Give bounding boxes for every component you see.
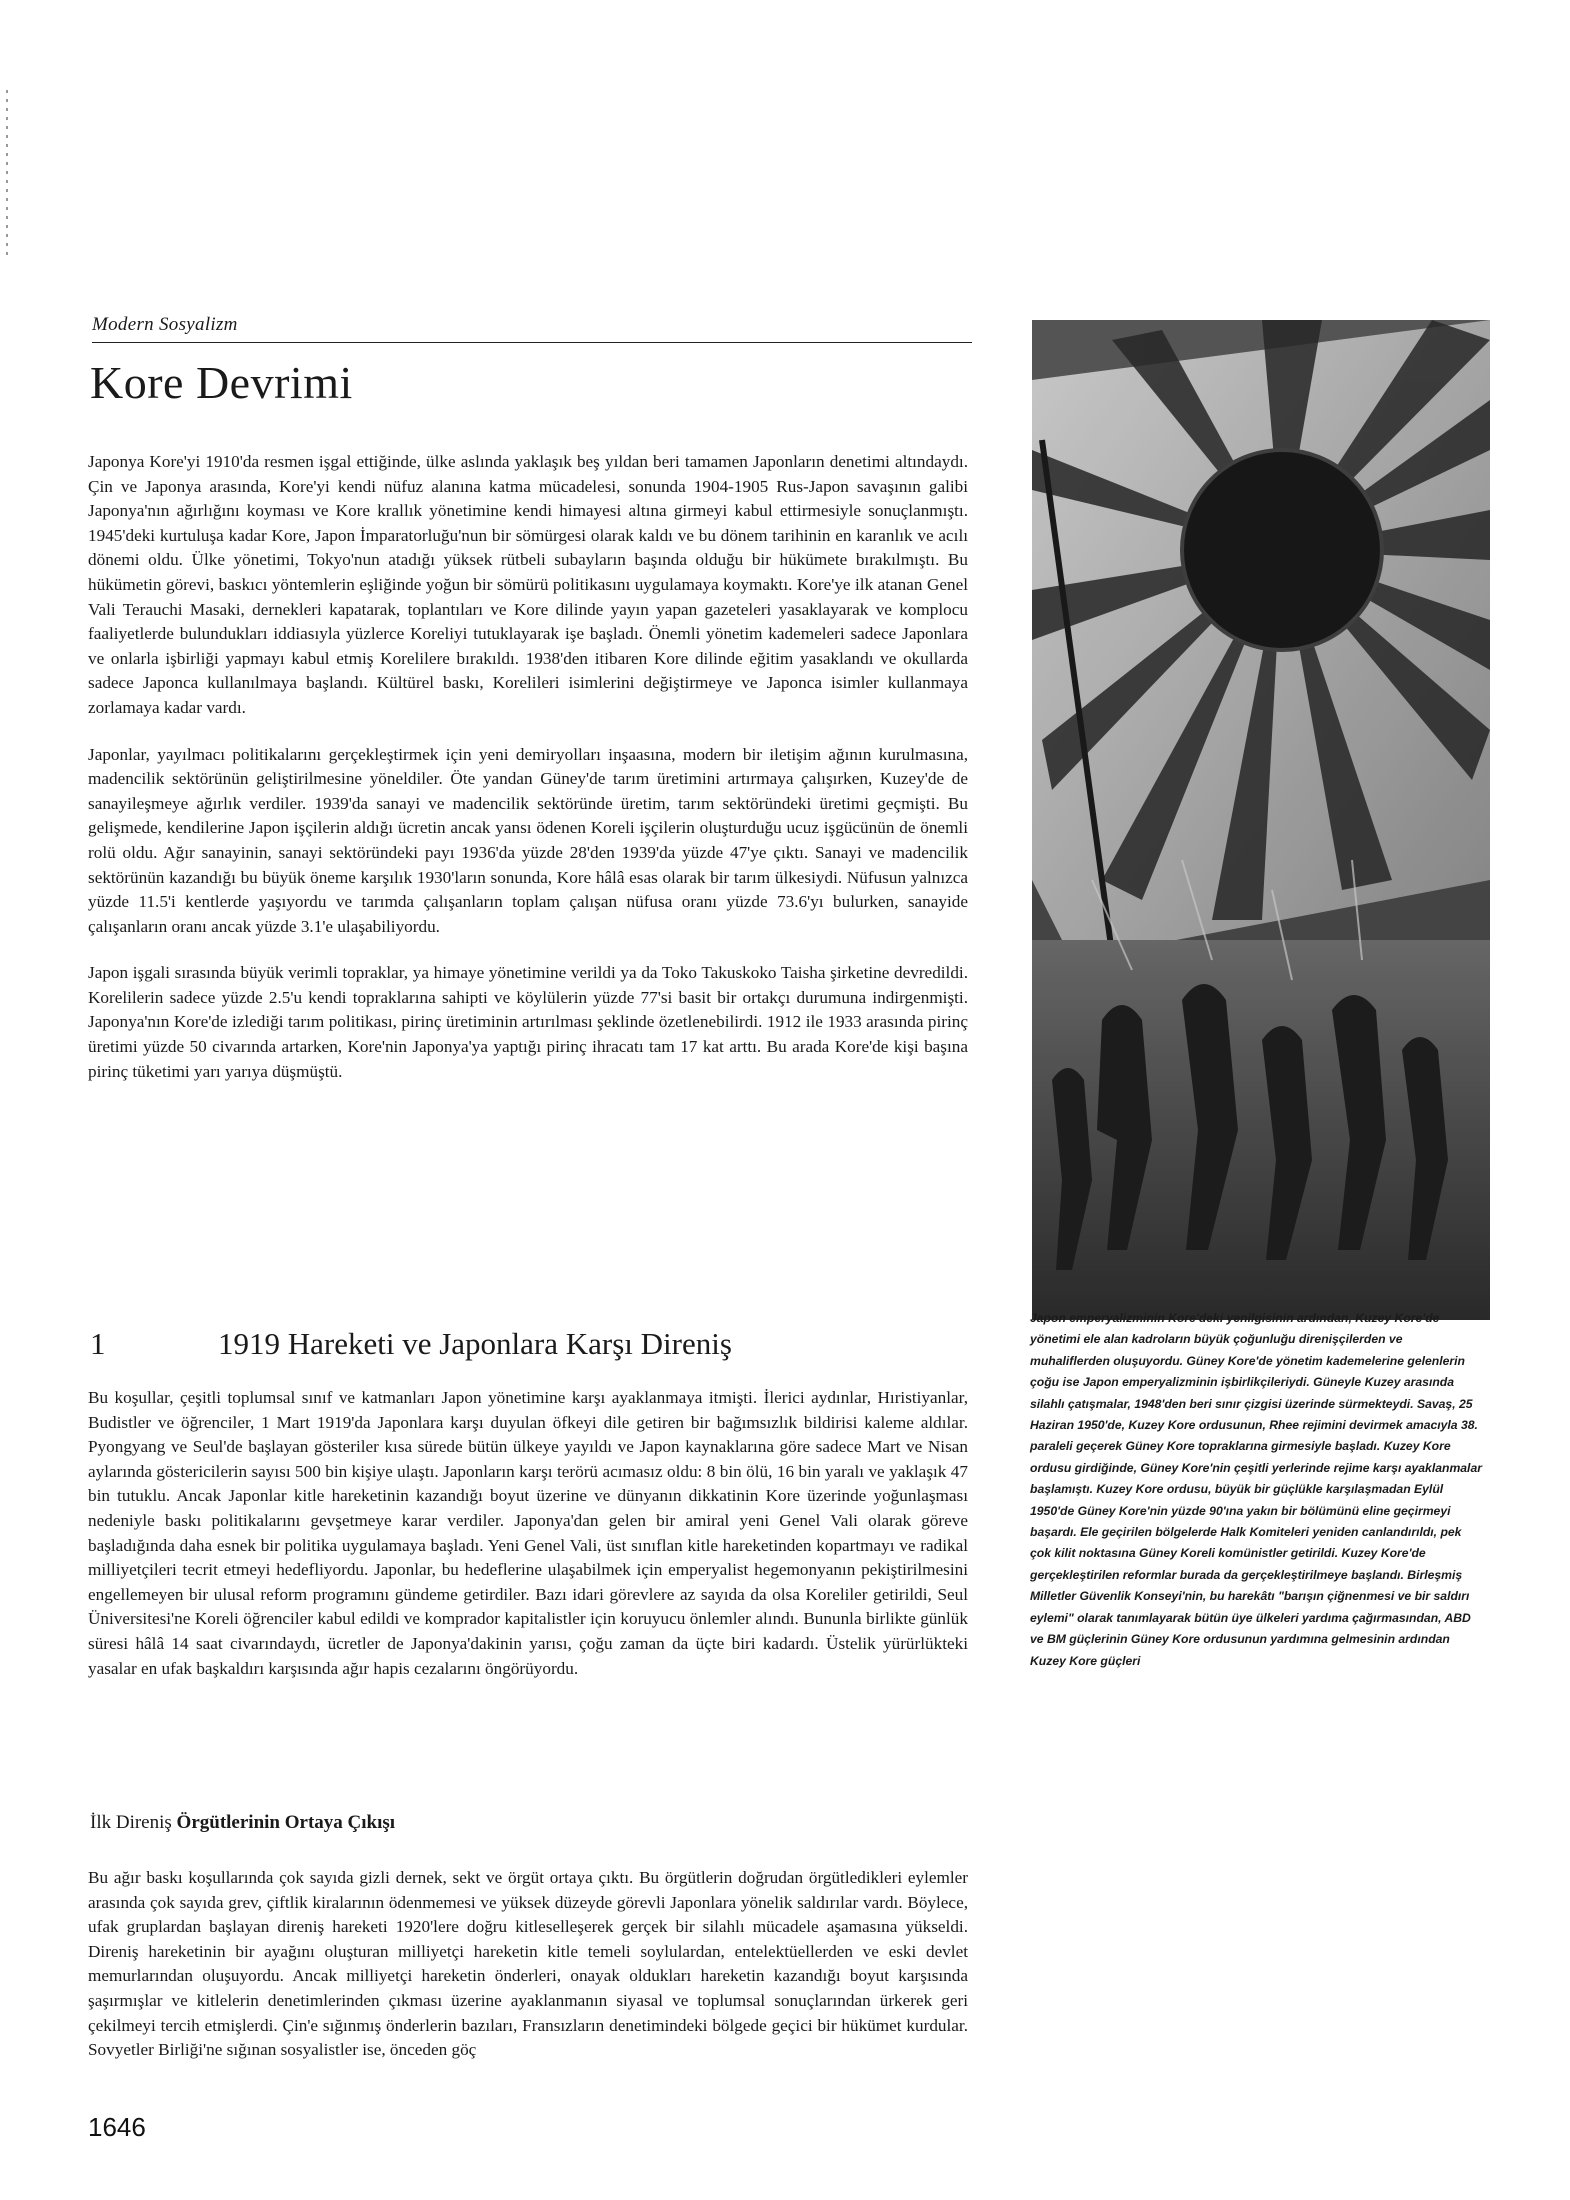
- section-paragraph: Bu koşullar, çeşitli toplumsal sınıf ve katmanları Japon yönetimine karşı ayaklanmaya itmişti. İlerici aydınlar, Hıristiyanlar, Budistler ve öğrenciler, 1 Mart 1919'da Japonlara karşı duyulan öfkeyi dile getiren bir bağımsızlık bildirisi kaleme aldılar. Pyongyang ve Seul'de başlayan gösteriler kısa sürede bütün ülkeye yayıldı ve Japon kaynaklarına göre sadece Mart ve Nisan aylarında göstericilerin sayısı 500 bin kişiye ulaştı. Japonların karşı terörü acımasız oldu: 8 bin ölü, 16 bin yaralı ve yaklaşık 47 bin tutuklu. Ancak Japonlar kitle hareketinin kazandığı boyut üzerine ve dünyanın dikkatinin Kore üzerinde yoğunlaşması nedeniyle baskı politikalarını gevşetmeye karar verdiler. Japonya'dan gelen bir amiral yeni Genel Vali olarak göreve başladığında daha esnek bir politika uygulamaya başladı. Yeni Genel Vali, üst sınıflan kitle hareketinden kopartmayı ve radikal milliyetçileri tecrit etmeyi hedefliyordu. Japonlar, bu hedeflerine ulaşabilmek için emperyalist hegemonyanın pekiştirilmesini engellemeyen bir ulusal reform programını gündeme getirdiler. Bazı idari görevlere az sayıda da olsa Koreliler getirildi, Seul Üniversitesi'ne Koreli öğrenciler kabul edildi ve komprador kapitalistler için koruyucu önlemler alındı. Bununla birlikte günlük süresi hâlâ 14 saat civarındaydı, ücretler de Japonya'dakinin yarısı, çoğu zaman da üçte biri kadardı. Üstelik yürürlükteki yasalar en ufak başkaldırı karşısında ağır hapis cezalarını öngörüyordu.: [88, 1388, 968, 1678]
- section-number: 1: [90, 1326, 106, 1361]
- section-heading: [90, 1326, 732, 1362]
- subsection-heading: [90, 1812, 395, 1834]
- subsection-paragraph: Bu ağır baskı koşullarında çok sayıda gizli dernek, sekt ve örgüt ortaya çıktı. Bu örgütlerin doğrudan örgütledikleri eylemler arasında çok sayıda grev, çiftlik kiralarının ödenmemesi ve yüksek düzeyde görevli Japonlara yönelik saldırılar vardı. Böylece, ufak gruplardan başlayan direniş hareketi 1920'lere doğru kitleselleşerek gerçek bir silahlı mücadele aşamasına yükseldi. Direniş hareketinin bir ayağını oluşturan milliyetçi hareketin kitle temeli soylulardan, entelektüellerden ve eski devlet memurlarından oluşuyordu. Ancak milliyetçi hareketin önderleri, onayak oldukları hareketin kazandığı boyut karşısında şaşırmışlar ve kitlelerin denetimlerinden çıkması üzerine ayaklanmanın siyasal ve toplumsal sonuçlarından ürkerek geri çekilmeyi tercih etmişlerdi. Çin'e sığınmış önderlerin bazıları, Fransızların denetimindeki bölgede geçici bir hükümet kurdular. Sovyetler Birliği'ne sığınan sosyalistler ise, önceden göç: [88, 1868, 968, 2060]
- intro-paragraph: Japonlar, yayılmacı politikalarını gerçekleştirmek için yeni demiryolları inşaasına, modern bir iletişim ağının kurulmasına, madencilik sektörünün geliştirilmesine yöneldiler. Öte yandan Güney'de tarım üretimini artırmaya çalışırken, Kuzey'de de sanayileşmeye ağırlık verdiler. 1939'da sanayi ve madencilik sektöründe üretim, tarım sektöründeki üretimi geçmişti. Bu gelişmede, kendilerine Japon işçilerin aldığı ücretin ancak yansı ödenen Koreli işçilerin oluşturduğu ucuz işgücünün de önemli rolü oldu. Ağır sanayinin, sanayi sektöründeki payı 1936'da yüzde 28'den 1939'da yüzde 47'ye çıktı. Sanayi ve madencilik sektörünün kazandığı bu büyük öneme karşılık 1930'ların sonunda, Kore hâlâ esas olarak bir tarım ülkesiydi. Nüfusun yalnızca yüzde 11.5'i kentlerde yaşıyordu ve tarımda çalışanların toplam çalışan nüfusa oranı yüzde 73.6'yı bulurken, sanayide çalışanların oranı ancak yüzde 3.1'e ulaşabiliyordu.: [88, 744, 968, 936]
- page-number: 1646: [88, 2112, 146, 2142]
- page-title: Kore Devrimi: [90, 357, 353, 408]
- photo-illustration: [1032, 320, 1490, 1320]
- subsection-title-plain: İlk Direniş: [90, 1812, 172, 1833]
- subsection-body: [88, 1866, 968, 2085]
- running-head: Modern Sosyalizm: [92, 314, 972, 343]
- subsection-title-bold: Örgütlerinin Ortaya Çıkışı: [176, 1812, 396, 1833]
- intro-text: [88, 450, 968, 1106]
- section-title: 1919 Hareketi ve Japonlara Karşı Direniş: [218, 1326, 732, 1361]
- intro-paragraph: Japon işgali sırasında büyük verimli topraklar, ya himaye yönetimine verildi ya da Toko Takuskoko Taisha şirketine devredildi. Korelilerin sadece yüzde 2.5'u kendi topraklarına sahipti ve köylülerin yüzde 77'si basit bir ortakçı durumuna indirgenmişti. Japonya'nın Kore'de izlediği tarım politikası, pirinç üretiminin artırılması şeklinde özetlenebilirdi. 1912 ile 1933 arasında pirinç üretimi yüzde 50 civarında artarken, Kore'nin Japonya'ya yaptığı pirinç ihracatı tam 17 kat arttı. Bu arada Kore'de kişi başına pirinç tüketimi yarı yarıya düşmüştü.: [88, 963, 968, 1081]
- rising-sun-flag-photo: [1032, 320, 1490, 1320]
- scan-margin-mark: [6, 90, 8, 260]
- intro-paragraph: Japonya Kore'yi 1910'da resmen işgal ettiğinde, ülke aslında yaklaşık beş yıldan beri tamamen Japonların denetimi altındaydı. Çin ve Japonya arasında, Kore'yi kendi nüfuz alanına katma mücadelesi, sonunda 1904-1905 Rus-Japon savaşının galibi Japonya'nın ağırlığını koyması ve Kore krallık yönetimine kendi himayesi altına girmeyi kabul ettirmesiyle sonuçlanmıştı. 1945'deki kurtuluşa kadar Kore, Japon İmparatorluğu'nun bir sömürgesi olarak kaldı ve bu dönem tarihinin en karanlık ve acılı dönemi oldu. Ülke yönetimi, Tokyo'nun atadığı yüksek rütbeli subayların başında olduğu bir hükümete bırakılmıştı. Bu hükümetin görevi, baskıcı yöntemlerin eşliğinde yoğun bir sömürü politikasını uygulamaya koymaktı. Kore'ye ilk atanan Genel Vali Terauchi Masaki, dernekleri kapatarak, toplantıları ve Kore dilinde yayın yapan gazeteleri yasaklayarak ve komplocu faaliyetlerde bulundukları iddiasıyla yüzlerce Koreliyi tutuklayarak işe başladı. Önemli yönetim kademeleri sadece Japonlara ve onlarla işbirliği yapmayı kabul etmiş Korelilere bırakıldı. 1938'den itibaren Kore dilinde eğitim yasaklandı ve okullarda sadece Japonca kullanılmaya başlandı. Kültürel baskı, Korelileri isimlerini değiştirmeye ve Japonca isimler kullanmaya zorlamaya kadar vardı.: [88, 452, 968, 717]
- section-body: [88, 1386, 968, 1703]
- photo-caption: Japon emperyalizminin Kore'deki yenilgisinin ardından, Kuzey Kore'de yönetimi ele alan kadroların büyük çoğunluğu direnişçilerden ve muhaliflerden oluşuyordu. Güney Kore'de yönetim kademelerine gelenlerin çoğu ise Japon emperyalizminin işbirlikçileriydi. Güneyle Kuzey arasında silahlı çatışmalar, 1948'den beri sınır çizgisi üzerinde sürmekteydi. Savaş, 25 Haziran 1950'de, Kuzey Kore ordusunun, Rhee rejimini devirmek amacıyla 38. paraleli geçerek Güney Kore topraklarına girmesiyle başladı. Kuzey Kore ordusu girdiğinde, Güney Kore'nin çeşitli yerlerinde rejime karşı ayaklanmalar başlamıştı. Kuzey Kore ordusu, büyük bir güçlükle karşılaşmadan Eylül 1950'de Güney Kore'nin yüzde 90'ına yakın bir bölümünü eline geçirmeyi başardı. Ele geçirilen bölgelerde Halk Komiteleri yeniden canlandırıldı, pek çok kilit noktasına Güney Koreli komünistler getirildi. Kuzey Kore'de gerçekleştirilen reformlar burada da gerçekleştirilmeye başlandı. Birleşmiş Milletler Güvenlik Konseyi'nin, bu harekâtı "barışın çiğnenmesi ve bir saldırı eylemi" olarak tanımlayarak bütün üye ülkeleri yardıma çağırmasından, ABD ve BM güçlerinin Güney Kore ordusunun yardımına gelmesinin ardından Kuzey Kore güçleri: [1030, 1311, 1482, 1668]
